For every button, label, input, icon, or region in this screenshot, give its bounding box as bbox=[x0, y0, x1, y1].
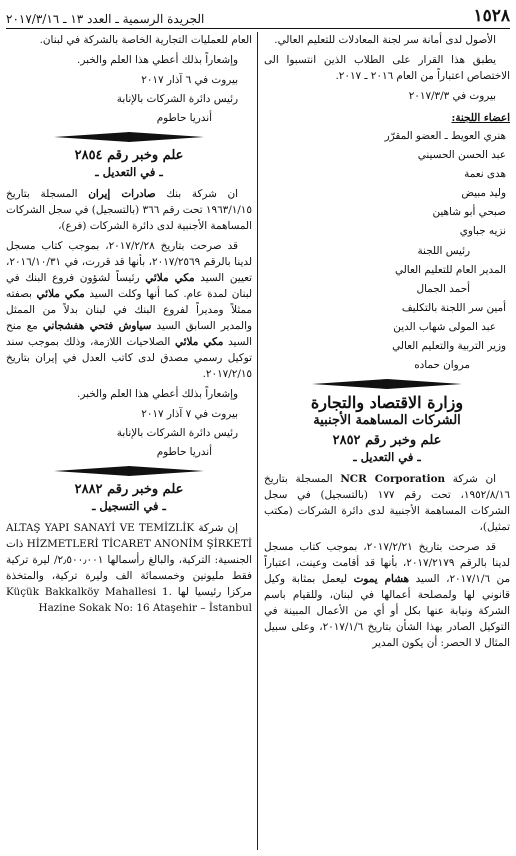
notice-text: ان شركة بنك bbox=[155, 188, 238, 200]
notice-text: رئيساً لشؤون فروع البنك في لبنان لمدة عام. كما أنها وكلت السيد bbox=[6, 272, 252, 300]
notice-text: ان شركة bbox=[445, 473, 496, 485]
section-divider bbox=[264, 379, 510, 389]
company-name: صادرات إيران bbox=[88, 188, 156, 200]
office-title: رئيس دائرة الشركات بالإنابة bbox=[116, 93, 238, 105]
decision-date: بيروت في ٢٠١٧/٣/٣ bbox=[408, 90, 496, 102]
notice-paragraph bbox=[264, 539, 510, 651]
signature-block bbox=[264, 243, 510, 373]
notice-date: بيروت في ٦ آذار ٢٠١٧ bbox=[141, 74, 238, 86]
signature-title: وزير التربية والتعليم العالي bbox=[392, 340, 506, 352]
notice-text: المسجلة بتاريخ ١٩٦٣/١/١٥ تحت رقم ٣٦٦ (بالتسجيل) في سجل الشركات المساهمة الأجنبية لدى دائرة الشركات (فرع)، bbox=[6, 188, 252, 232]
committee-heading: اعضاء اللجنة: bbox=[451, 112, 510, 124]
person-name: مكي ملائي bbox=[175, 336, 224, 348]
right-column bbox=[264, 32, 510, 852]
page-number: ١٥٢٨ bbox=[473, 6, 510, 26]
company-name: NCR Corporation bbox=[340, 473, 446, 485]
notice-text: المسجلة بتاريخ ١٩٥٢/٨/١٦، تحت رقم ١٧٧ (بالتسجيل) في سجل الشركات المساهمة الأجنبية لدى دائرة الشركات (مكتب تمثيل)، bbox=[264, 473, 510, 533]
intro-paragraph-1: الأصول لدى أمانة سر لجنة المعادلات للتعليم العالي. bbox=[274, 34, 496, 46]
committee-member: وليد مبيض bbox=[461, 187, 506, 199]
notice-text: ذات الجنسية: التركية، والبالغ رأسمالها ٢٫٥٠٠٫٠٠١/ ليرة تركية فقط مليونين وخمسمائة الف وليرة تركية، والمتخذة مركزا رئيسيا لها bbox=[6, 538, 252, 598]
issue-line: الجريدة الرسمية ـ العدد ١٣ ـ ٢٠١٧/٣/١٦ bbox=[6, 12, 205, 26]
notice-subtitle: ـ في التسجيل ـ bbox=[92, 499, 166, 513]
notice-title: علم وخبر رقم ٢٨٥٤ bbox=[74, 148, 184, 163]
committee-member: هدى نعمة bbox=[464, 168, 506, 180]
person-name: هشام يموت bbox=[353, 573, 409, 585]
notice-paragraph bbox=[264, 471, 510, 535]
notice-paragraph bbox=[6, 186, 252, 234]
committee-member: هنري العويط ـ العضو المقرّر bbox=[384, 130, 506, 142]
person-name: مكي ملائي bbox=[145, 272, 195, 284]
committee-members bbox=[264, 128, 510, 239]
notice-date: بيروت في ٧ آذار ٢٠١٧ bbox=[141, 408, 238, 420]
notice-text: مع منح السيد bbox=[6, 320, 252, 348]
page-header bbox=[6, 4, 510, 29]
continued-paragraph: العام للعمليات التجارية الخاصة بالشركة في لبنان. bbox=[39, 34, 252, 46]
department-heading: الشركات المساهمة الأجنبية bbox=[313, 413, 461, 428]
committee-member: صبحي أبو شاهين bbox=[432, 206, 506, 218]
committee-member: عبد الحسن الحسيني bbox=[417, 149, 506, 161]
signature-title: رئيس اللجنة bbox=[417, 245, 470, 257]
section-divider bbox=[6, 132, 252, 142]
notice-text: ليعمل بمثابة وكيل قانوني لها ولمصلحة أعمالها في لبنان، وللقيام باسم الشركة ونيابة عنها بكل أو أي من الأعمال المبينة في التوكيل الصادر بهذا الشأن بتاريخ ٢٠١٧/١/٦، وعلى سبيل المثال لا الحصر: أن يكون المدير bbox=[264, 573, 510, 649]
notice-text: قد صرحت بتاريخ ٢٠١٧/٢/٢٨، بموجب كتاب مسجل لدينا بالرقم ٢٠١٧/٢٥٦٩، بأنها قد قررت، في ٢٠١٦/١٠/٣١، تعيين السيد bbox=[6, 240, 252, 284]
left-column bbox=[6, 32, 252, 852]
signature-title: أمين سر اللجنة بالتكليف bbox=[401, 302, 506, 314]
notice-subtitle: ـ في التعديل ـ bbox=[95, 165, 163, 179]
office-title: رئيس دائرة الشركات بالإنابة bbox=[116, 427, 238, 439]
column-rule bbox=[257, 32, 258, 850]
notice-text: الصلاحيات اللازمة، وذلك بموجب سند توكيل رسمي مصدق لدى كاتب العدل في إيران بتاريخ ٢٠١٧/٢/١٥. bbox=[6, 336, 252, 380]
notice-title: علم وخبر رقم ٢٨٥٢ bbox=[332, 433, 442, 448]
notice-text: إن شركة bbox=[194, 522, 238, 534]
committee-member: نزيه جباوي bbox=[459, 225, 506, 237]
signature-title: المدير العام للتعليم العالي bbox=[394, 264, 506, 276]
signatory-name: أندريا حاطوم bbox=[156, 446, 212, 458]
person-name: سياوش فتحي هفشجاني bbox=[42, 320, 152, 332]
notice-paragraph bbox=[6, 238, 252, 382]
acknowledgement: وإشعاراً بذلك أعطي هذا العلم والخبر. bbox=[77, 388, 238, 400]
signatory-name: أندريا حاطوم bbox=[156, 112, 212, 124]
person-name: مكي ملائي bbox=[36, 288, 85, 300]
notice-paragraph bbox=[6, 520, 252, 616]
notice-text: بصفته ممثلاً ومديراً لفروع البنك في لبنان بدلاً من الممثل والمدير السابق السيد bbox=[6, 288, 252, 332]
notice-text: قد صرحت بتاريخ ٢٠١٧/٢/٢١، بموجب كتاب مسجل لدينا بالرقم ٢٠١٧/٢١٧٩، بأنها قد أقامت وعينت، اعتباراً من ٢٠١٧/١/٦، السيد bbox=[264, 541, 510, 585]
company-address: Küçük Bakkalköy Mahallesi 1. Hazine Sokak No: 16 Ataşehir – İstanbul bbox=[6, 586, 252, 614]
ministry-heading: وزارة الاقتصاد والتجارة bbox=[310, 393, 464, 412]
company-name: ALTAŞ YAPI SANAYİ VE TEMİZLİK HİZMETLERİ TİCARET ANONİM ŞİRKETİ bbox=[6, 522, 252, 550]
signature-name: عبد المولى شهاب الدين bbox=[393, 321, 496, 333]
notice-subtitle: ـ في التعديل ـ bbox=[353, 450, 421, 464]
section-divider bbox=[6, 466, 252, 476]
notice-title: علم وخبر رقم ٢٨٨٢ bbox=[74, 482, 184, 497]
intro-paragraph-2: يطبق هذا القرار على الطلاب الذين انتسبوا الى الاختصاص اعتباراً من العام ٢٠١٦ ـ ٢٠١٧. bbox=[264, 54, 510, 82]
acknowledgement: وإشعاراً بذلك أعطي هذا العلم والخبر. bbox=[77, 54, 238, 66]
signature-name: أحمد الجمال bbox=[416, 283, 470, 295]
signature-name: مروان حماده bbox=[414, 359, 470, 371]
